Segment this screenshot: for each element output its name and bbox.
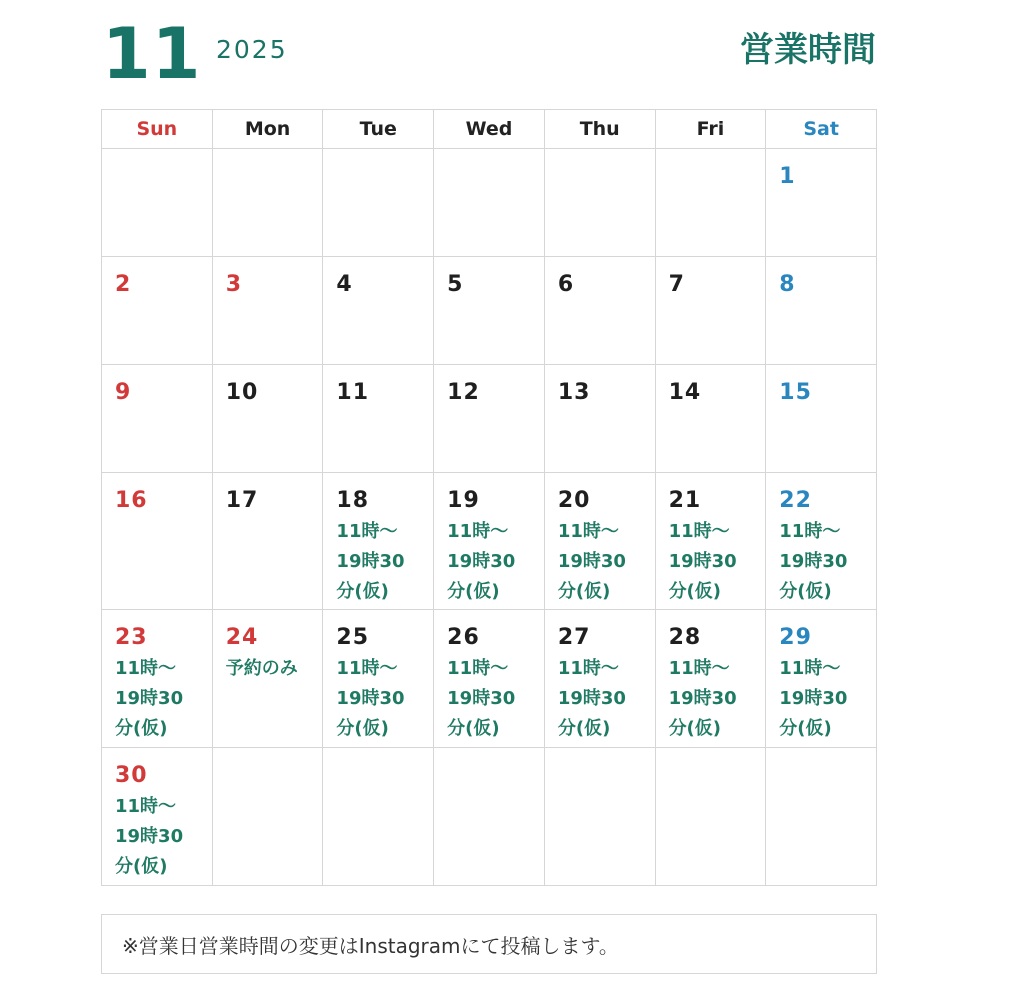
calendar-day-cell xyxy=(213,748,324,886)
day-number: 28 xyxy=(668,625,702,650)
day-number: 1 xyxy=(779,164,796,189)
calendar-day-cell xyxy=(656,748,767,886)
day-number: 11 xyxy=(336,380,370,405)
day-number: 5 xyxy=(447,272,464,297)
calendar-day-cell xyxy=(102,257,213,365)
calendar-day-cell xyxy=(323,149,434,257)
calendar-day-cell xyxy=(766,748,877,886)
calendar-day-cell xyxy=(323,748,434,886)
year-label: 2025 xyxy=(216,35,288,64)
day-number: 24 xyxy=(225,625,259,650)
business-hours-note: 11時～ 19時30 分(仮) xyxy=(557,658,626,739)
day-number: 15 xyxy=(779,380,812,405)
calendar-day-cell xyxy=(656,257,767,365)
day-number: 19 xyxy=(447,488,480,513)
month-number: 11 xyxy=(102,13,202,95)
calendar-day-cell xyxy=(766,149,877,257)
day-number: 25 xyxy=(336,625,370,650)
calendar-day-cell xyxy=(434,473,545,610)
calendar-grid xyxy=(101,109,877,886)
day-number: 30 xyxy=(115,763,148,788)
calendar-day-cell xyxy=(323,473,434,610)
day-number: 27 xyxy=(557,625,591,650)
calendar-day-cell xyxy=(323,365,434,473)
day-number: 21 xyxy=(668,488,702,513)
calendar-day-cell xyxy=(213,257,324,365)
calendar-day-cell xyxy=(545,257,656,365)
day-number: 14 xyxy=(668,380,702,405)
day-number: 10 xyxy=(225,380,259,405)
business-hours-note: 11時～ 19時30 分(仮) xyxy=(668,521,737,602)
page-title: 営業時間 xyxy=(740,30,876,70)
business-hours-note: 11時～ 19時30 分(仮) xyxy=(447,658,516,739)
day-number: 3 xyxy=(225,272,243,297)
calendar-day-cell xyxy=(766,365,877,473)
calendar-day-cell xyxy=(102,610,213,748)
calendar-day-cell xyxy=(323,257,434,365)
calendar-day-cell xyxy=(102,365,213,473)
weekday-fri: Fri xyxy=(656,110,767,149)
business-hours-note: 11時～ 19時30 分(仮) xyxy=(779,521,848,602)
day-number: 2 xyxy=(115,272,132,297)
business-hours-note: 予約のみ xyxy=(225,658,298,679)
calendar-day-cell xyxy=(102,473,213,610)
calendar-day-cell xyxy=(656,365,767,473)
calendar-day-cell xyxy=(213,473,324,610)
calendar-day-cell xyxy=(656,473,767,610)
calendar-day-cell xyxy=(213,149,324,257)
day-number: 8 xyxy=(779,272,796,297)
day-number: 6 xyxy=(557,272,575,297)
calendar-day-cell xyxy=(766,257,877,365)
calendar-day-cell xyxy=(434,365,545,473)
weekday-wed: Wed xyxy=(434,110,545,149)
calendar-day-cell xyxy=(766,610,877,748)
day-number: 23 xyxy=(115,625,148,650)
day-number: 20 xyxy=(557,488,591,513)
footer-note-text: ※営業日営業時間の変更はInstagramにて投稿します。 xyxy=(122,933,619,958)
day-number: 4 xyxy=(336,272,353,297)
business-hours-note: 11時～ 19時30 分(仮) xyxy=(336,521,405,602)
day-number: 7 xyxy=(668,272,685,297)
business-hours-note: 11時～ 19時30 分(仮) xyxy=(115,796,184,877)
business-hours-note: 11時～ 19時30 分(仮) xyxy=(115,658,184,739)
day-number: 18 xyxy=(336,488,370,513)
day-number: 17 xyxy=(225,488,259,513)
weekday-mon: Mon xyxy=(213,110,324,149)
calendar-day-cell xyxy=(545,610,656,748)
business-hours-note: 11時～ 19時30 分(仮) xyxy=(447,521,516,602)
footer-note xyxy=(101,914,877,974)
calendar-day-cell xyxy=(323,610,434,748)
weekday-thu: Thu xyxy=(545,110,656,149)
business-hours-note: 11時～ 19時30 分(仮) xyxy=(557,521,626,602)
day-number: 16 xyxy=(115,488,148,513)
calendar-day-cell xyxy=(434,610,545,748)
weekday-sat: Sat xyxy=(766,110,877,149)
calendar-day-cell xyxy=(434,149,545,257)
weekday-tue: Tue xyxy=(323,110,434,149)
calendar-day-cell xyxy=(656,149,767,257)
calendar-day-cell xyxy=(213,610,324,748)
calendar-day-cell xyxy=(434,748,545,886)
calendar-day-cell xyxy=(213,365,324,473)
day-number: 29 xyxy=(779,625,812,650)
day-number: 22 xyxy=(779,488,812,513)
calendar-day-cell xyxy=(766,473,877,610)
business-hours-note: 11時～ 19時30 分(仮) xyxy=(779,658,848,739)
day-number: 12 xyxy=(447,380,480,405)
calendar-day-cell xyxy=(434,257,545,365)
business-hours-note: 11時～ 19時30 分(仮) xyxy=(336,658,405,739)
calendar-day-cell xyxy=(545,149,656,257)
calendar-day-cell xyxy=(102,149,213,257)
calendar-day-cell xyxy=(656,610,767,748)
weekday-sun: Sun xyxy=(102,110,213,149)
calendar-day-cell xyxy=(545,748,656,886)
calendar-day-cell xyxy=(545,473,656,610)
calendar-day-cell xyxy=(545,365,656,473)
day-number: 13 xyxy=(557,380,591,405)
day-number: 9 xyxy=(115,380,132,405)
calendar-day-cell xyxy=(102,748,213,886)
day-number: 26 xyxy=(447,625,480,650)
business-hours-note: 11時～ 19時30 分(仮) xyxy=(668,658,737,739)
